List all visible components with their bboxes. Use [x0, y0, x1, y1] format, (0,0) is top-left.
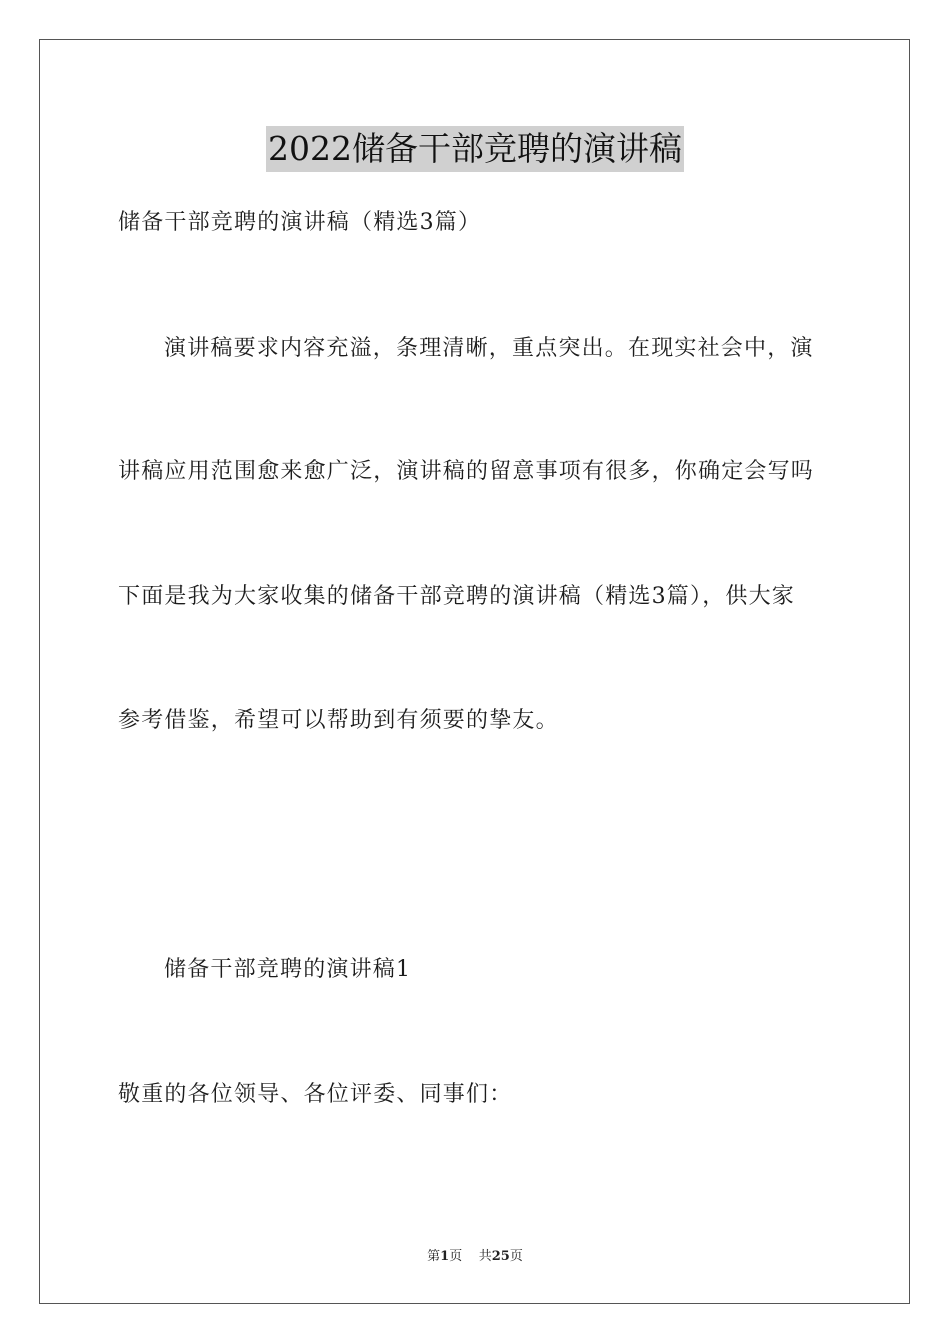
total-pages: 25	[491, 1249, 510, 1264]
total-suffix: 页	[509, 1249, 523, 1264]
page-footer	[0, 1248, 950, 1266]
section-heading: 储备干部竞聘的演讲稿1	[164, 957, 412, 982]
page-suffix: 页	[449, 1249, 463, 1264]
salutation: 敬重的各位领导、各位评委、同事们：	[118, 1082, 513, 1107]
intro-line-4: 参考借鉴，希望可以帮助到有须要的挚友。	[118, 708, 559, 733]
page-number: 1	[440, 1249, 450, 1264]
intro-line-3: 下面是我为大家收集的储备干部竞聘的演讲稿（精选3篇），供大家	[118, 584, 795, 609]
intro-line-2: 讲稿应用范围愈来愈广泛，演讲稿的留意事项有很多，你确定会写吗	[118, 459, 815, 484]
intro-line-1: 演讲稿要求内容充溢，条理清晰，重点突出。在现实社会中，演	[164, 336, 814, 361]
page-prefix: 第	[427, 1249, 441, 1264]
title-container	[0, 126, 950, 172]
document-subtitle: 储备干部竞聘的演讲稿（精选3篇）	[118, 210, 482, 235]
total-prefix: 共	[478, 1249, 492, 1264]
document-title: 2022储备干部竞聘的演讲稿	[266, 126, 684, 172]
